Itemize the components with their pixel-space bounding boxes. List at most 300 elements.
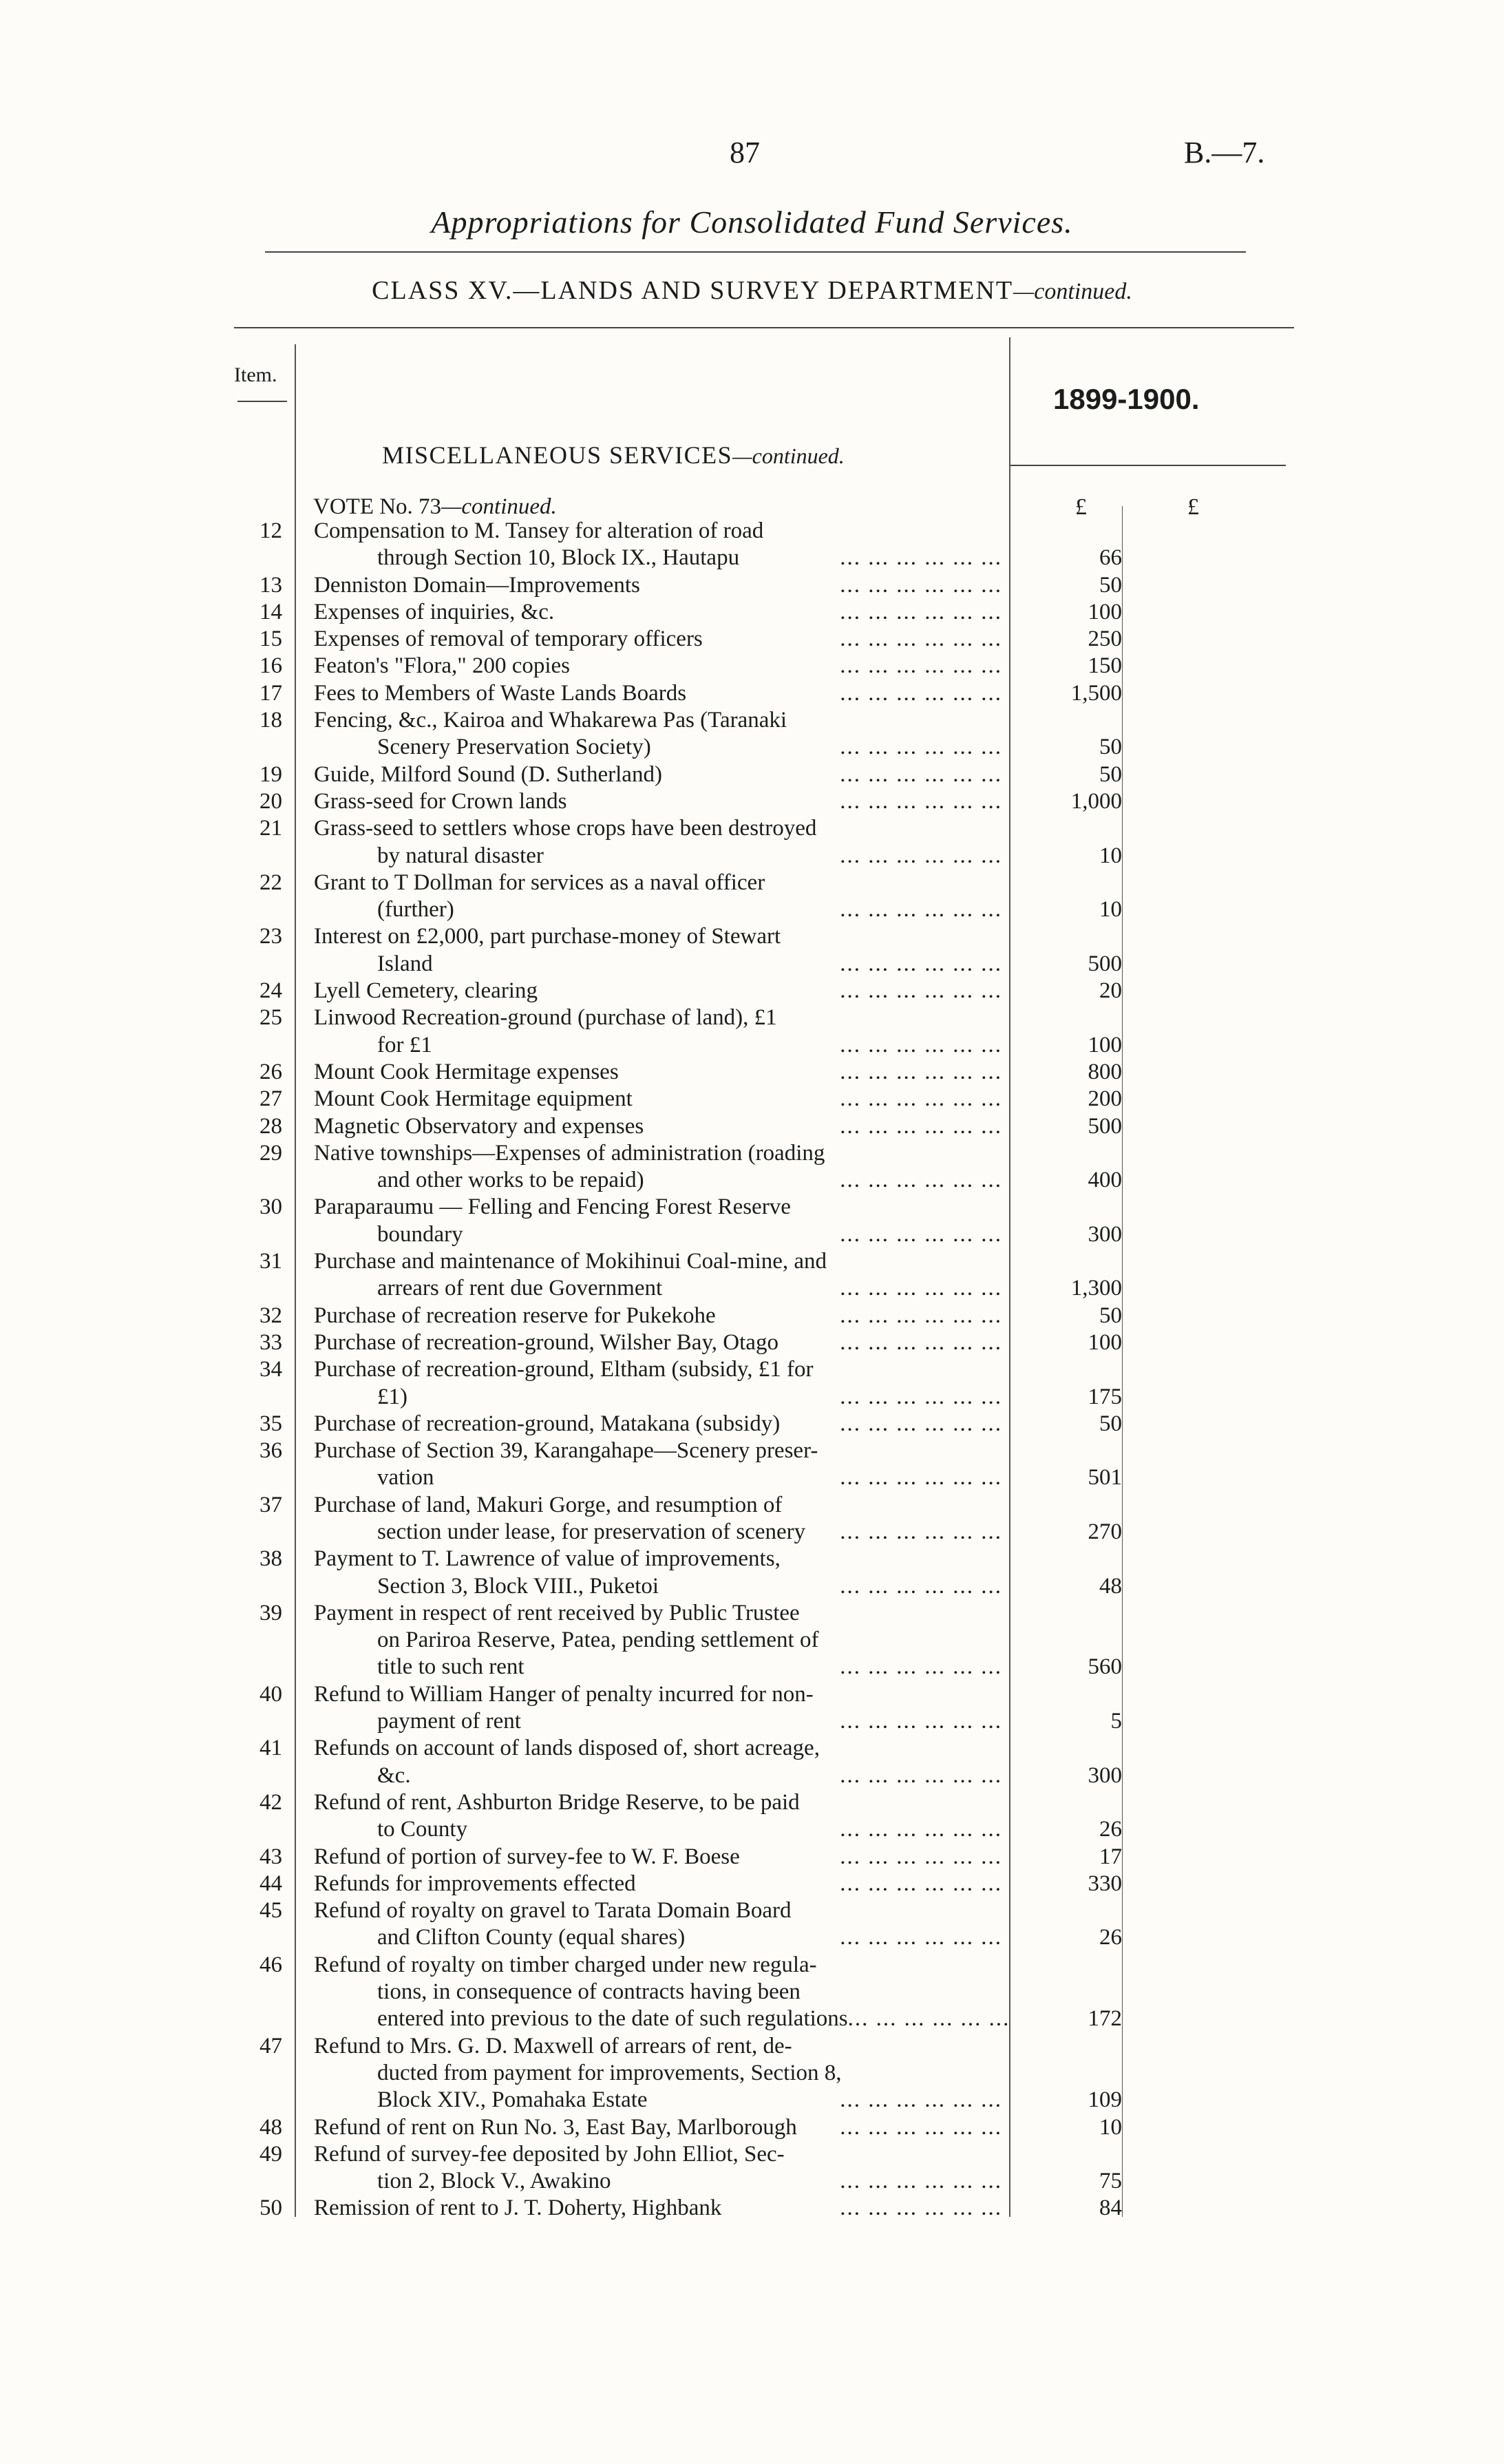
leader-dots: ... ... ... ... ... ...: [840, 680, 1002, 706]
item-number: 38: [260, 1546, 282, 1572]
table-row: [0, 1492, 1504, 1546]
item-description: [314, 923, 1002, 978]
item-number: 33: [260, 1329, 282, 1355]
item-number: 39: [260, 1600, 282, 1625]
description-text: Purchase and maintenance of Mokihinui Coal-mine, and: [314, 1249, 827, 1274]
description-line: [314, 1897, 1002, 1924]
description-line: [314, 1600, 1002, 1627]
description-line: [314, 680, 1002, 707]
item-description: [314, 2033, 1002, 2114]
amount-value: 10: [1099, 897, 1122, 923]
amount-value: 150: [1088, 653, 1122, 679]
leader-dots: ... ... ... ... ... ...: [840, 897, 1002, 923]
leader-dots: ... ... ... ... ... ...: [840, 1709, 1002, 1734]
item-column-header: Item.: [234, 364, 277, 386]
description-line: [351, 1221, 1002, 1248]
item-number: 12: [260, 518, 282, 543]
table-row: [0, 923, 1504, 978]
amount-value: 250: [1088, 626, 1122, 652]
item-number: 43: [260, 1844, 282, 1869]
description-line: [314, 1844, 1002, 1871]
description-text: Refund of portion of survey-fee to W. F. Boese: [314, 1844, 740, 1869]
amount-value: 66: [1099, 545, 1122, 571]
item-description: [314, 1546, 1002, 1600]
item-description: [314, 1303, 1002, 1329]
description-text: Payment to T. Lawrence of value of improvements,: [314, 1546, 781, 1572]
item-description: [314, 1140, 1002, 1194]
description-line: [314, 1113, 1002, 1140]
leader-dots: ... ... ... ... ... ...: [840, 653, 1002, 679]
vote-label-suffix: —continued.: [441, 494, 557, 519]
item-description: [314, 1952, 1010, 2033]
item-description: [314, 1897, 1002, 1952]
item-description: [314, 2195, 1002, 2222]
vote-label: [313, 494, 557, 520]
table-row: [0, 1546, 1504, 1600]
description-line: [351, 1519, 1002, 1546]
description-line: [351, 2060, 1002, 2087]
description-text: Mount Cook Hermitage expenses: [314, 1059, 619, 1084]
description-line: [314, 1248, 1002, 1275]
table-row: [0, 2195, 1504, 2222]
description-line: [351, 1573, 1002, 1600]
item-description: [314, 518, 1002, 572]
page-number: 87: [730, 136, 760, 169]
description-line: [314, 2141, 1002, 2168]
description-line: [351, 1816, 1002, 1843]
item-description: [314, 761, 1002, 788]
leader-dots: ... ... ... ... ... ...: [840, 1925, 1002, 1950]
leader-dots: ... ... ... ... ... ...: [840, 1168, 1002, 1193]
amount-value: 5: [1110, 1709, 1122, 1734]
description-line: [314, 1004, 1002, 1031]
amount-value: 50: [1099, 761, 1122, 787]
table-row: [0, 1411, 1504, 1438]
description-text: Island: [377, 951, 433, 976]
description-text: Grass-seed for Crown lands: [314, 788, 567, 814]
item-number: 15: [260, 626, 282, 652]
item-description: [314, 2141, 1002, 2196]
description-line: [314, 1140, 1002, 1167]
table-row: [0, 1844, 1504, 1871]
description-line: [351, 545, 1002, 571]
description-line: [314, 1871, 1002, 1897]
description-text: entered into previous to the date of such regulations: [377, 2006, 848, 2032]
description-line: [351, 2005, 1010, 2032]
description-line: [351, 1384, 1002, 1411]
amount-value: 20: [1099, 978, 1122, 1004]
description-text: Paraparaumu — Felling and Fencing Forest Reserve: [314, 1194, 791, 1220]
description-line: [351, 734, 1002, 761]
leader-dots: ... ... ... ... ... ...: [840, 1871, 1002, 1896]
table-row: [0, 1059, 1504, 1086]
description-line: [314, 707, 1002, 734]
item-description: [314, 1844, 1002, 1871]
section-heading: [382, 441, 845, 470]
description-line: [351, 1762, 1002, 1789]
description-line: [351, 951, 1002, 978]
description-line: [351, 843, 1002, 870]
amount-value: 100: [1088, 1329, 1122, 1355]
table-row: [0, 1681, 1504, 1736]
item-number: 20: [260, 788, 282, 814]
description-text: Refund of rent on Run No. 3, East Bay, Marlborough: [314, 2114, 797, 2140]
leader-dots: ... ... ... ... ... ...: [840, 1844, 1002, 1869]
amount-value: 50: [1099, 1303, 1122, 1328]
description-text: title to such rent: [377, 1654, 525, 1680]
item-number: 17: [260, 680, 282, 706]
description-line: [351, 1708, 1002, 1735]
table-row: [0, 1897, 1504, 1952]
leader-dots: ... ... ... ... ... ...: [840, 2169, 1002, 2194]
item-description: [314, 1681, 1002, 1736]
leader-dots: ... ... ... ... ... ...: [840, 951, 1002, 976]
table-row: [0, 815, 1504, 870]
leader-dots: ... ... ... ... ... ...: [840, 2114, 1002, 2140]
description-text: by natural disaster: [377, 843, 544, 868]
item-number: 46: [260, 1952, 282, 1977]
leader-dots: ... ... ... ... ... ...: [840, 1654, 1002, 1680]
table-row: [0, 1086, 1504, 1113]
item-description: [314, 1492, 1002, 1546]
item-description: [314, 572, 1002, 599]
document-reference: B.—7.: [1184, 136, 1265, 169]
description-line: [314, 2114, 1002, 2141]
item-number: 21: [260, 816, 282, 841]
page-title: Appropriations for Consolidated Fund Services.: [431, 204, 1073, 240]
description-text: Native townships—Expenses of administration (roading: [314, 1140, 825, 1166]
table-row: [0, 1248, 1504, 1303]
item-number: 37: [260, 1492, 282, 1517]
item-description: [314, 1329, 1002, 1356]
leader-dots: ... ... ... ... ... ...: [840, 1086, 1002, 1112]
table-row: [0, 1329, 1504, 1356]
table-row: [0, 1356, 1504, 1411]
leader-dots: ... ... ... ... ... ...: [840, 2087, 1002, 2113]
item-description: [314, 680, 1002, 707]
item-number: 26: [260, 1059, 282, 1084]
description-text: Purchase of recreation-ground, Eltham (subsidy, £1 for: [314, 1357, 814, 1382]
description-text: Mount Cook Hermitage equipment: [314, 1086, 633, 1112]
amount-value: 10: [1099, 2114, 1122, 2140]
description-text: vation: [377, 1465, 434, 1491]
description-line: [351, 2168, 1002, 2195]
description-text: Purchase of recreation-ground, Wilsher Bay, Otago: [314, 1329, 779, 1355]
appropriations-table: [0, 518, 1504, 2222]
item-number: 31: [260, 1249, 282, 1274]
table-row: [0, 1600, 1504, 1681]
amount-value: 100: [1088, 599, 1122, 624]
description-text: tion 2, Block V., Awakino: [377, 2169, 611, 2194]
leader-dots: ... ... ... ... ... ...: [840, 2196, 1002, 2221]
description-text: for £1: [377, 1032, 432, 1057]
item-description: [314, 707, 1002, 761]
description-line: [351, 1924, 1002, 1951]
description-line: [314, 1681, 1002, 1708]
description-line: [314, 788, 1002, 815]
description-text: payment of rent: [377, 1709, 521, 1734]
description-line: [351, 1627, 1002, 1654]
item-number: 18: [260, 708, 282, 733]
amount-value: 330: [1088, 1871, 1122, 1896]
item-number: 14: [260, 599, 282, 624]
description-line: [314, 1789, 1002, 1816]
item-number: 41: [260, 1736, 282, 1761]
description-line: [351, 1167, 1002, 1194]
leader-dots: ... ... ... ... ... ...: [840, 1329, 1002, 1355]
amount-value: 200: [1088, 1086, 1122, 1112]
item-number: 13: [260, 572, 282, 598]
description-text: Fencing, &c., Kairoa and Whakarewa Pas (Taranaki: [314, 708, 787, 733]
description-text: and Clifton County (equal shares): [377, 1925, 686, 1950]
amount-value: 75: [1099, 2169, 1122, 2194]
amount-value: 50: [1099, 735, 1122, 760]
table-row: [0, 1952, 1504, 2033]
description-text: through Section 10, Block IX., Hautapu: [377, 545, 740, 571]
description-line: [351, 896, 1002, 923]
currency-symbol-2: £: [1187, 494, 1199, 520]
amount-value: 270: [1088, 1519, 1122, 1544]
item-number: 16: [260, 653, 282, 679]
description-text: boundary: [377, 1221, 463, 1247]
table-row: [0, 2141, 1504, 2196]
leader-dots: ... ... ... ... ... ...: [840, 626, 1002, 652]
description-line: [314, 1411, 1002, 1438]
leader-dots: ... ... ... ... ... ...: [840, 572, 1002, 598]
description-text: Refund to William Hanger of penalty incurred for non-: [314, 1681, 814, 1707]
description-line: [314, 518, 1002, 545]
amount-value: 1,000: [1070, 788, 1122, 814]
year-column-header: 1899-1900.: [1053, 383, 1200, 415]
amount-value: 172: [1088, 2006, 1122, 2032]
item-number: 35: [260, 1411, 282, 1436]
leader-dots: ... ... ... ... ... ...: [840, 978, 1002, 1004]
table-row: [0, 788, 1504, 815]
description-text: Interest on £2,000, part purchase-money of Stewart: [314, 924, 781, 949]
description-text: on Pariroa Reserve, Patea, pending settlement of: [377, 1628, 819, 1653]
item-number: 28: [260, 1113, 282, 1139]
leader-dots: ... ... ... ... ... ...: [840, 1113, 1002, 1139]
table-row: [0, 2114, 1504, 2141]
description-text: arrears of rent due Government: [377, 1276, 663, 1301]
vote-label-text: VOTE No. 73: [313, 494, 442, 519]
leader-dots: ... ... ... ... ... ...: [840, 1519, 1002, 1544]
description-text: Scenery Preservation Society): [377, 735, 651, 760]
description-text: Refund of survey-fee deposited by John Elliot, Sec-: [314, 2141, 785, 2167]
table-row: [0, 2033, 1504, 2114]
item-number: 19: [260, 761, 282, 787]
amount-value: 500: [1088, 951, 1122, 976]
leader-dots: ... ... ... ... ... ...: [840, 545, 1002, 571]
item-number: 30: [260, 1194, 282, 1220]
amount-value: 50: [1099, 1411, 1122, 1436]
description-text: section under lease, for preservation of scenery: [377, 1519, 806, 1544]
description-line: [314, 1438, 1002, 1464]
description-line: [351, 1464, 1002, 1491]
item-description: [314, 1194, 1002, 1248]
item-description: [314, 1356, 1002, 1411]
currency-symbol-1: £: [1075, 494, 1087, 520]
description-line: [351, 1275, 1002, 1302]
table-row: [0, 1194, 1504, 1248]
description-text: Compensation to M. Tansey for alteration of road: [314, 518, 764, 543]
item-number: 32: [260, 1303, 282, 1328]
item-header-rule: [237, 401, 287, 402]
leader-dots: ... ... ... ... ... ...: [847, 2006, 1010, 2032]
description-line: [314, 1329, 1002, 1356]
leader-dots: ... ... ... ... ... ...: [840, 1221, 1002, 1247]
table-row: [0, 761, 1504, 788]
description-text: ducted from payment for improvements, Section 8,: [377, 2060, 842, 2085]
description-text: Block XIV., Pomahaka Estate: [377, 2087, 648, 2113]
description-line: [351, 1979, 1002, 2005]
description-text: &c.: [377, 1762, 411, 1788]
leader-dots: ... ... ... ... ... ...: [840, 1059, 1002, 1084]
item-description: [314, 626, 1002, 653]
description-text: Guide, Milford Sound (D. Sutherland): [314, 761, 662, 787]
description-line: [351, 1032, 1002, 1059]
item-number: 44: [260, 1871, 282, 1896]
class-heading-text: CLASS XV.—LANDS AND SURVEY DEPARTMENT: [372, 276, 1014, 305]
leader-dots: ... ... ... ... ... ...: [840, 1303, 1002, 1328]
amount-value: 26: [1099, 1925, 1122, 1950]
description-text: Purchase of Section 39, Karangahape—Scenery preser-: [314, 1438, 818, 1464]
class-heading-suffix: —continued.: [1013, 279, 1132, 304]
leader-dots: ... ... ... ... ... ...: [840, 735, 1002, 760]
amount-value: 300: [1088, 1221, 1122, 1247]
amount-value: 500: [1088, 1113, 1122, 1139]
description-line: [314, 815, 1002, 842]
description-text: and other works to be repaid): [377, 1168, 644, 1193]
description-text: Grant to T Dollman for services as a naval officer: [314, 870, 765, 895]
item-description: [314, 788, 1002, 815]
table-row: [0, 572, 1504, 599]
description-text: Denniston Domain—Improvements: [314, 572, 640, 598]
description-line: [314, 2195, 1002, 2222]
description-text: Linwood Recreation-ground (purchase of land), £1: [314, 1005, 777, 1031]
class-heading: [0, 275, 1504, 306]
description-line: [314, 1086, 1002, 1113]
item-number: 36: [260, 1438, 282, 1464]
item-description: [314, 1004, 1002, 1059]
item-number: 27: [260, 1086, 282, 1112]
description-line: [314, 626, 1002, 653]
table-row: [0, 707, 1504, 761]
description-text: Refunds on account of lands disposed of, short acreage,: [314, 1736, 820, 1761]
item-description: [314, 1411, 1002, 1438]
description-line: [314, 1059, 1002, 1086]
item-description: [314, 653, 1002, 680]
description-text: Grass-seed to settlers whose crops have been destroyed: [314, 816, 817, 841]
description-line: [314, 1356, 1002, 1383]
item-number: 23: [260, 924, 282, 949]
description-text: to County: [377, 1817, 468, 1842]
leader-dots: ... ... ... ... ... ...: [840, 1032, 1002, 1057]
item-number: 34: [260, 1357, 282, 1382]
description-text: Expenses of inquiries, &c.: [314, 599, 555, 624]
description-text: Refund of rent, Ashburton Bridge Reserve, to be paid: [314, 1789, 800, 1815]
table-row: [0, 1004, 1504, 1059]
amount-value: 109: [1088, 2087, 1122, 2113]
description-text: (further): [377, 897, 454, 923]
description-text: Fees to Members of Waste Lands Boards: [314, 680, 687, 706]
description-text: Featon's "Flora," 200 copies: [314, 653, 571, 679]
description-line: [314, 1303, 1002, 1329]
item-description: [314, 1438, 1002, 1492]
item-description: [314, 1086, 1002, 1113]
description-text: Purchase of recreation-ground, Matakana (subsidy): [314, 1411, 781, 1436]
table-row: [0, 978, 1504, 1004]
amount-value: 84: [1099, 2196, 1122, 2221]
table-row: [0, 870, 1504, 924]
amount-value: 1,300: [1070, 1276, 1122, 1301]
item-number: 24: [260, 978, 282, 1004]
description-text: Refund of royalty on gravel to Tarata Domain Board: [314, 1898, 792, 1924]
item-description: [314, 1059, 1002, 1086]
amount-value: 26: [1099, 1817, 1122, 1842]
amount-value: 10: [1099, 843, 1122, 868]
title-rule: [265, 251, 1246, 253]
item-description: [314, 2114, 1002, 2141]
description-line: [314, 1546, 1002, 1572]
description-line: [314, 761, 1002, 788]
description-line: [314, 599, 1002, 626]
item-description: [314, 815, 1002, 870]
item-number: 29: [260, 1140, 282, 1166]
leader-dots: ... ... ... ... ... ...: [840, 843, 1002, 868]
table-row: [0, 599, 1504, 626]
description-line: [314, 653, 1002, 680]
amount-value: 50: [1099, 572, 1122, 598]
item-number: 40: [260, 1681, 282, 1707]
leader-dots: ... ... ... ... ... ...: [840, 1465, 1002, 1491]
section-heading-suffix: —continued.: [732, 443, 845, 468]
leader-dots: ... ... ... ... ... ...: [840, 1276, 1002, 1301]
description-text: Remission of rent to J. T. Doherty, Highbank: [314, 2196, 722, 2221]
description-text: £1): [377, 1384, 407, 1409]
description-line: [314, 1492, 1002, 1519]
description-text: Purchase of recreation reserve for Pukekohe: [314, 1303, 716, 1328]
leader-dots: ... ... ... ... ... ...: [840, 788, 1002, 814]
item-description: [314, 1600, 1002, 1681]
description-line: [314, 572, 1002, 599]
leader-dots: ... ... ... ... ... ...: [840, 1384, 1002, 1409]
item-description: [314, 1789, 1002, 1844]
table-row: [0, 1735, 1504, 1789]
item-number: 49: [260, 2141, 282, 2167]
item-number: 42: [260, 1789, 282, 1815]
description-text: Expenses of removal of temporary officers: [314, 626, 703, 652]
table-row: [0, 1303, 1504, 1329]
item-number: 48: [260, 2114, 282, 2140]
amount-value: 501: [1088, 1465, 1122, 1491]
table-row: [0, 1113, 1504, 1140]
item-description: [314, 870, 1002, 924]
description-text: Refunds for improvements effected: [314, 1871, 636, 1896]
amount-header-rule: [1010, 465, 1286, 466]
amount-value: 300: [1088, 1762, 1122, 1788]
description-text: Lyell Cemetery, clearing: [314, 978, 538, 1004]
description-line: [314, 1952, 1002, 1979]
description-line: [351, 1654, 1002, 1681]
amount-value: 560: [1088, 1654, 1122, 1680]
description-text: Magnetic Observatory and expenses: [314, 1113, 644, 1139]
item-number: 47: [260, 2033, 282, 2058]
leader-dots: ... ... ... ... ... ...: [840, 1573, 1002, 1599]
leader-dots: ... ... ... ... ... ...: [840, 599, 1002, 624]
item-description: [314, 1113, 1002, 1140]
amount-value: 100: [1088, 1032, 1122, 1057]
